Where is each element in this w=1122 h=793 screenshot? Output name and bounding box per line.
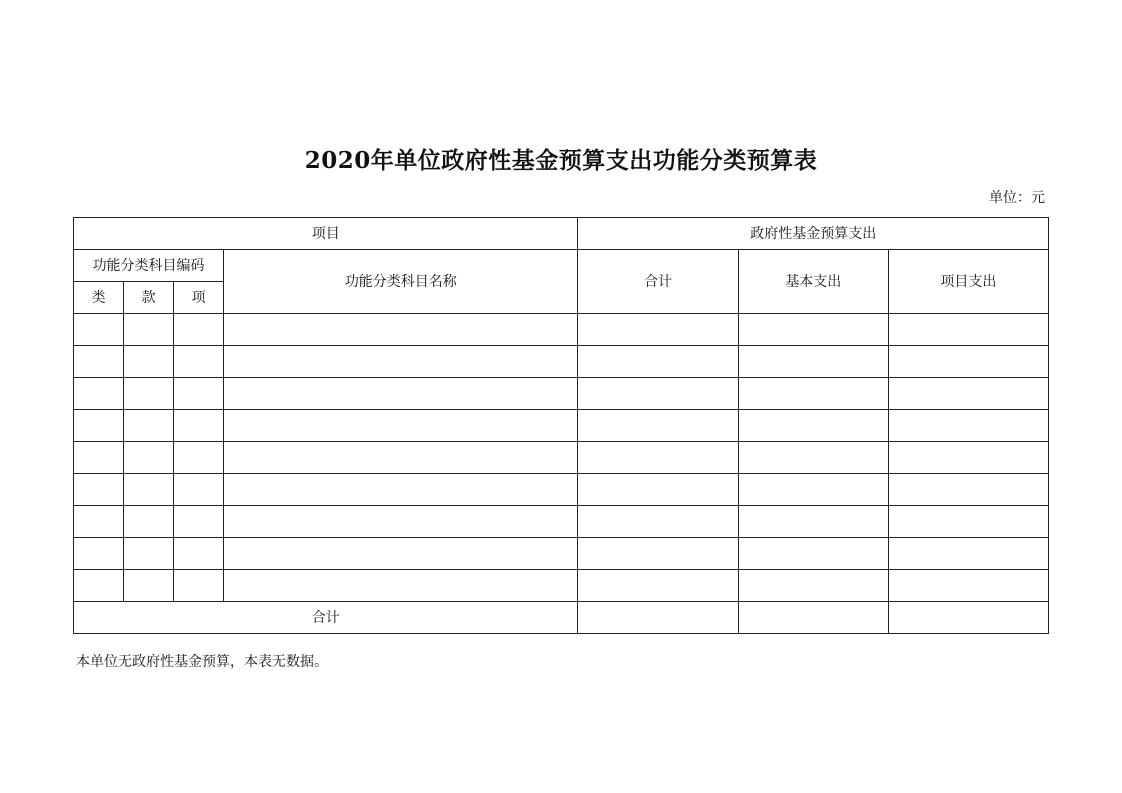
header-project: 项目支出 xyxy=(888,250,1048,314)
header-code: 功能分类科目编码 xyxy=(74,250,224,282)
header-class: 类 xyxy=(74,282,124,314)
table-row xyxy=(74,570,1049,602)
project-cell xyxy=(888,506,1048,538)
section-cell xyxy=(124,378,174,410)
total-label: 合计 xyxy=(74,602,578,634)
class-cell xyxy=(74,570,124,602)
section-cell xyxy=(124,410,174,442)
name-cell xyxy=(224,538,578,570)
class-cell xyxy=(74,538,124,570)
entry-cell xyxy=(174,506,224,538)
section-cell xyxy=(124,442,174,474)
total-cell xyxy=(578,474,738,506)
footnote: 本单位无政府性基金预算，本表无数据。 xyxy=(76,654,328,670)
table-row xyxy=(74,410,1049,442)
project-cell xyxy=(888,410,1048,442)
table-row xyxy=(74,314,1049,346)
total-cell xyxy=(578,506,738,538)
class-cell xyxy=(74,378,124,410)
class-cell xyxy=(74,346,124,378)
header-item: 项目 xyxy=(74,218,578,250)
page-title: 2020年单位政府性基金预算支出功能分类预算表 xyxy=(304,147,818,174)
project-cell xyxy=(888,474,1048,506)
basic-cell xyxy=(738,378,888,410)
total-cell xyxy=(578,538,738,570)
total-row xyxy=(74,602,1049,634)
table-row xyxy=(74,474,1049,506)
name-cell xyxy=(224,378,578,410)
table-row xyxy=(74,346,1049,378)
header-entry: 项 xyxy=(174,282,224,314)
name-cell xyxy=(224,570,578,602)
total-cell xyxy=(578,570,738,602)
basic-cell xyxy=(738,538,888,570)
basic-cell xyxy=(738,346,888,378)
project-cell xyxy=(888,314,1048,346)
entry-cell xyxy=(174,410,224,442)
name-cell xyxy=(224,314,578,346)
basic-cell xyxy=(738,474,888,506)
total-cell xyxy=(578,442,738,474)
class-cell xyxy=(74,442,124,474)
name-cell xyxy=(224,474,578,506)
entry-cell xyxy=(174,314,224,346)
class-cell xyxy=(74,474,124,506)
total-project-cell xyxy=(888,602,1048,634)
header-section: 款 xyxy=(124,282,174,314)
header-fund-expenditure: 政府性基金预算支出 xyxy=(578,218,1049,250)
entry-cell xyxy=(174,474,224,506)
entry-cell xyxy=(174,378,224,410)
total-cell xyxy=(578,346,738,378)
basic-cell xyxy=(738,570,888,602)
budget-table xyxy=(73,217,1049,634)
class-cell xyxy=(74,506,124,538)
table-row xyxy=(74,378,1049,410)
section-cell xyxy=(124,346,174,378)
header-name: 功能分类科目名称 xyxy=(224,250,578,314)
section-cell xyxy=(124,538,174,570)
section-cell xyxy=(124,474,174,506)
entry-cell xyxy=(174,442,224,474)
project-cell xyxy=(888,346,1048,378)
entry-cell xyxy=(174,346,224,378)
basic-cell xyxy=(738,314,888,346)
unit-label: 单位：元 xyxy=(989,190,1045,206)
name-cell xyxy=(224,410,578,442)
total-cell xyxy=(578,378,738,410)
total-basic-cell xyxy=(738,602,888,634)
basic-cell xyxy=(738,410,888,442)
project-cell xyxy=(888,442,1048,474)
name-cell xyxy=(224,506,578,538)
table-row xyxy=(74,506,1049,538)
header-row-1 xyxy=(74,218,1049,250)
header-basic: 基本支出 xyxy=(738,250,888,314)
project-cell xyxy=(888,378,1048,410)
table-row xyxy=(74,442,1049,474)
entry-cell xyxy=(174,538,224,570)
project-cell xyxy=(888,538,1048,570)
section-cell xyxy=(124,314,174,346)
entry-cell xyxy=(174,570,224,602)
section-cell xyxy=(124,506,174,538)
total-cell xyxy=(578,410,738,442)
total-cell xyxy=(578,314,738,346)
basic-cell xyxy=(738,442,888,474)
section-cell xyxy=(124,570,174,602)
header-total: 合计 xyxy=(578,250,738,314)
total-sum-cell xyxy=(578,602,738,634)
class-cell xyxy=(74,314,124,346)
project-cell xyxy=(888,570,1048,602)
class-cell xyxy=(74,410,124,442)
name-cell xyxy=(224,346,578,378)
name-cell xyxy=(224,442,578,474)
basic-cell xyxy=(738,506,888,538)
table-row xyxy=(74,538,1049,570)
header-row-2 xyxy=(74,250,1049,282)
